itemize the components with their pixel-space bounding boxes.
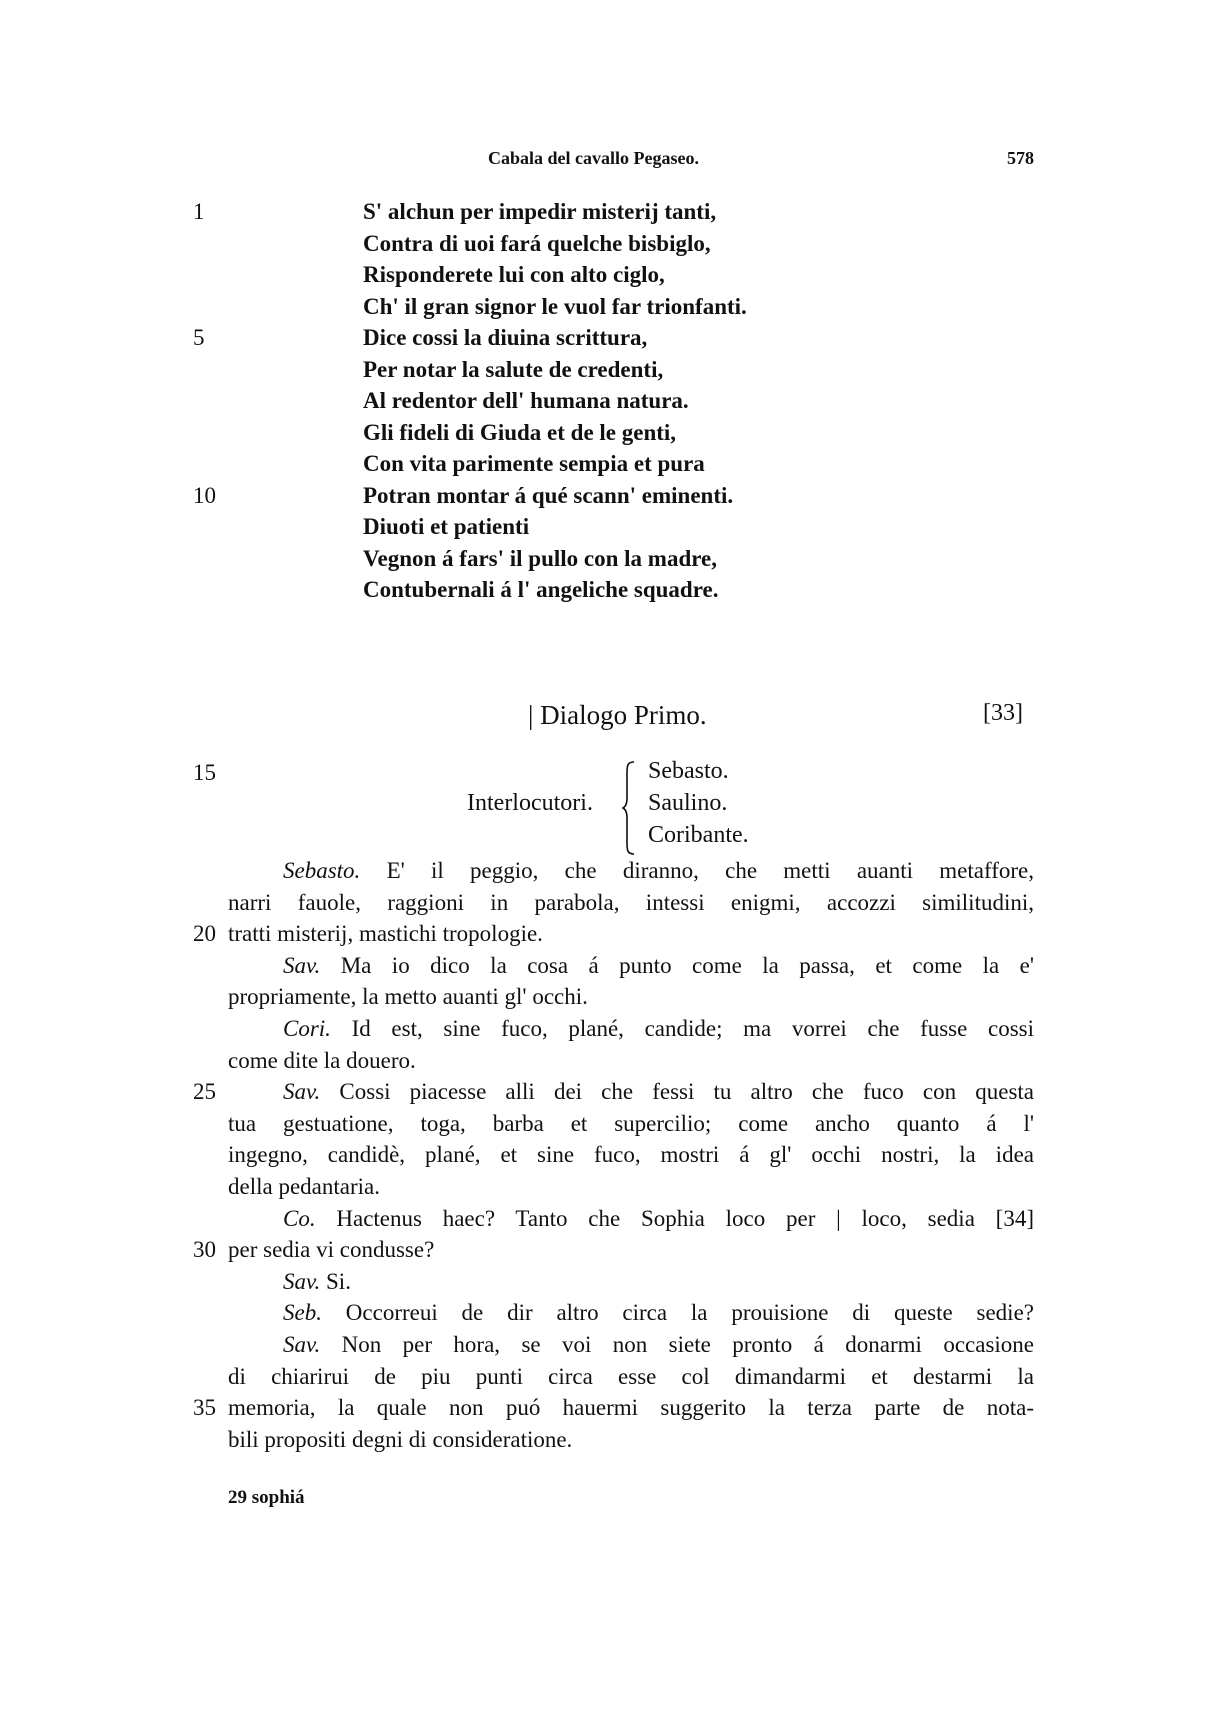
prose-line	[0, 1266, 1218, 1298]
prose-line	[0, 1392, 1218, 1424]
verse-line	[0, 574, 1218, 606]
verse-line	[0, 417, 1218, 449]
prose-text	[228, 1361, 1034, 1393]
prose-text	[228, 1108, 1034, 1140]
verse-line	[0, 480, 1218, 512]
speech-text: propriamente, la metto auanti gl' occhi.	[228, 984, 588, 1010]
prose-text	[228, 918, 1034, 950]
prose-line	[0, 1203, 1218, 1235]
speech-text: Hactenus haec? Tanto che Sophia loco per | loco, sedia [34]	[315, 1205, 1034, 1231]
footnote: 29 sophiá	[228, 1487, 305, 1508]
verse-line	[0, 543, 1218, 575]
verse-text: Gli fideli di Giuda et de le genti,	[363, 419, 677, 445]
prose-text	[228, 1139, 1034, 1171]
speech-text: come dite la douero.	[228, 1047, 416, 1073]
prose-line	[0, 950, 1218, 982]
speech-text: Id est, sine fuco, plané, candide; ma vorrei che fusse cossi	[330, 1015, 1034, 1041]
prose-line	[0, 1424, 1218, 1456]
interlocutors-list	[648, 755, 749, 851]
verse-text: Per notar la salute de credenti,	[363, 356, 664, 382]
line-number: 25	[193, 1079, 216, 1105]
prose-text	[283, 1297, 1034, 1329]
prose-text	[283, 1203, 1034, 1235]
prose-line	[0, 1045, 1218, 1077]
line-number: 35	[193, 1395, 216, 1421]
speaker-name: Sav.	[283, 952, 321, 978]
speaker-name: Sav.	[283, 1331, 321, 1357]
prose-text	[228, 1392, 1034, 1424]
prose-text	[283, 950, 1034, 982]
speech-text: ingegno, candidè, plané, et sine fuco, mostri á gl' occhi nostri, la idea	[228, 1142, 1034, 1168]
prose-line	[0, 1234, 1218, 1266]
verse-line	[0, 354, 1218, 386]
prose-text	[228, 1045, 1034, 1077]
verse-text: Risponderete lui con alto ciglo,	[363, 262, 665, 287]
line-number: 30	[193, 1237, 216, 1263]
speech-text: narri fauole, raggioni in parabola, intessi enigmi, accozzi similitudini,	[228, 889, 1034, 915]
prose-line	[0, 1361, 1218, 1393]
verse-text: Potran montar á qué scann' eminenti.	[363, 482, 734, 508]
running-header	[0, 148, 1218, 178]
verse-text: Con vita parimente sempia et pura	[363, 451, 705, 476]
speech-text: Occorreui de dir altro circa la prouisione di queste sedie?	[321, 1300, 1034, 1326]
verse-text: Dice cossi la diuina scrittura,	[363, 325, 648, 350]
speech-text: Non per hora, se voi non siete pronto á donarmi occasione	[320, 1331, 1034, 1357]
speech-text: di chiarirui de piu punti circa esse col dimandarmi et destarmi la	[228, 1363, 1034, 1389]
prose-text	[283, 1076, 1034, 1108]
speech-text: Ma io dico la cosa á punto come la passa, et come la e'	[320, 952, 1034, 978]
line-number: 10	[193, 482, 216, 508]
prose-text	[283, 1329, 1034, 1361]
verse-line	[0, 259, 1218, 291]
speech-text: per sedia vi condusse?	[228, 1237, 435, 1263]
prose-text	[228, 981, 1034, 1013]
prose-line	[0, 1108, 1218, 1140]
speaker-name: Sav.	[283, 1079, 321, 1105]
interlocutor-name: Sebasto.	[648, 758, 729, 784]
verse-text: Diuoti et patienti	[363, 514, 530, 539]
verse-text: Al redentor dell' humana natura.	[363, 388, 689, 413]
verse-text: S' alchun per impedir misterij tanti,	[363, 199, 717, 224]
verse-text: Ch' il gran signor le vuol far trionfanti.	[363, 293, 747, 319]
prose-text	[228, 887, 1034, 919]
speaker-name: Co.	[283, 1205, 316, 1231]
prose-text	[283, 855, 1034, 887]
prose-text	[283, 1013, 1034, 1045]
running-title: Cabala del cavallo Pegaseo.	[488, 148, 699, 168]
speech-text: tua gestuatione, toga, barba et supercilio; come ancho quanto á l'	[228, 1110, 1034, 1136]
prose-text	[283, 1266, 1034, 1298]
verse-line	[0, 228, 1218, 260]
line-number: 5	[193, 325, 205, 350]
speaker-name: Sebasto.	[283, 858, 361, 883]
prose-line	[0, 1171, 1218, 1203]
verse-line	[0, 511, 1218, 543]
prose-text	[228, 1234, 1034, 1266]
line-number: 15	[193, 760, 216, 785]
verse-line	[0, 385, 1218, 417]
verse-text: Contubernali á l' angeliche squadre.	[363, 577, 719, 602]
brace-icon	[622, 760, 636, 856]
speech-text: Cossi piacesse alli dei che fessi tu altro che fuco con questa	[320, 1079, 1034, 1105]
interlocutors-label: Interlocutori.	[467, 790, 593, 816]
interlocutor-name: Saulino.	[648, 790, 728, 816]
verse-line	[0, 322, 1218, 354]
prose-line	[0, 918, 1218, 950]
dialog-title: | Dialogo Primo.	[528, 700, 707, 730]
speech-text: bili propositi degni di consideratione.	[228, 1426, 573, 1452]
poem-block	[0, 196, 1218, 606]
prose-text	[228, 1171, 1034, 1203]
speech-text: E' il peggio, che diranno, che metti auanti metaffore,	[360, 858, 1034, 883]
line-number: 1	[193, 199, 205, 224]
verse-line	[0, 291, 1218, 323]
page-marker: [33]	[983, 700, 1023, 726]
verse-line	[0, 196, 1218, 228]
prose-line	[0, 981, 1218, 1013]
verse-text: Contra di uoi fará quelche bisbiglo,	[363, 230, 711, 256]
prose-line	[0, 855, 1218, 887]
speaker-name: Seb.	[283, 1300, 322, 1326]
speech-text: Si.	[320, 1268, 351, 1294]
speaker-name: Cori.	[283, 1015, 331, 1041]
speaker-name: Sav.	[283, 1268, 321, 1294]
speech-text: memoria, la quale non puó hauermi suggerito la terza parte de nota-	[228, 1395, 1034, 1421]
interlocutor-name: Coribante.	[648, 822, 749, 848]
prose-line	[0, 1297, 1218, 1329]
prose-text	[228, 1424, 1034, 1456]
prose-line	[0, 887, 1218, 919]
speech-text: tratti misterij, mastichi tropologie.	[228, 921, 543, 947]
prose-line	[0, 1013, 1218, 1045]
verse-text: Vegnon á fars' il pullo con la madre,	[363, 545, 717, 571]
prose-line	[0, 1139, 1218, 1171]
prose-line	[0, 1329, 1218, 1361]
prose-line	[0, 1076, 1218, 1108]
dialogue-text	[0, 855, 1218, 1455]
page-number: 578	[1007, 148, 1034, 168]
speech-text: della pedantaria.	[228, 1173, 380, 1199]
line-number: 20	[193, 921, 216, 947]
verse-line	[0, 448, 1218, 480]
